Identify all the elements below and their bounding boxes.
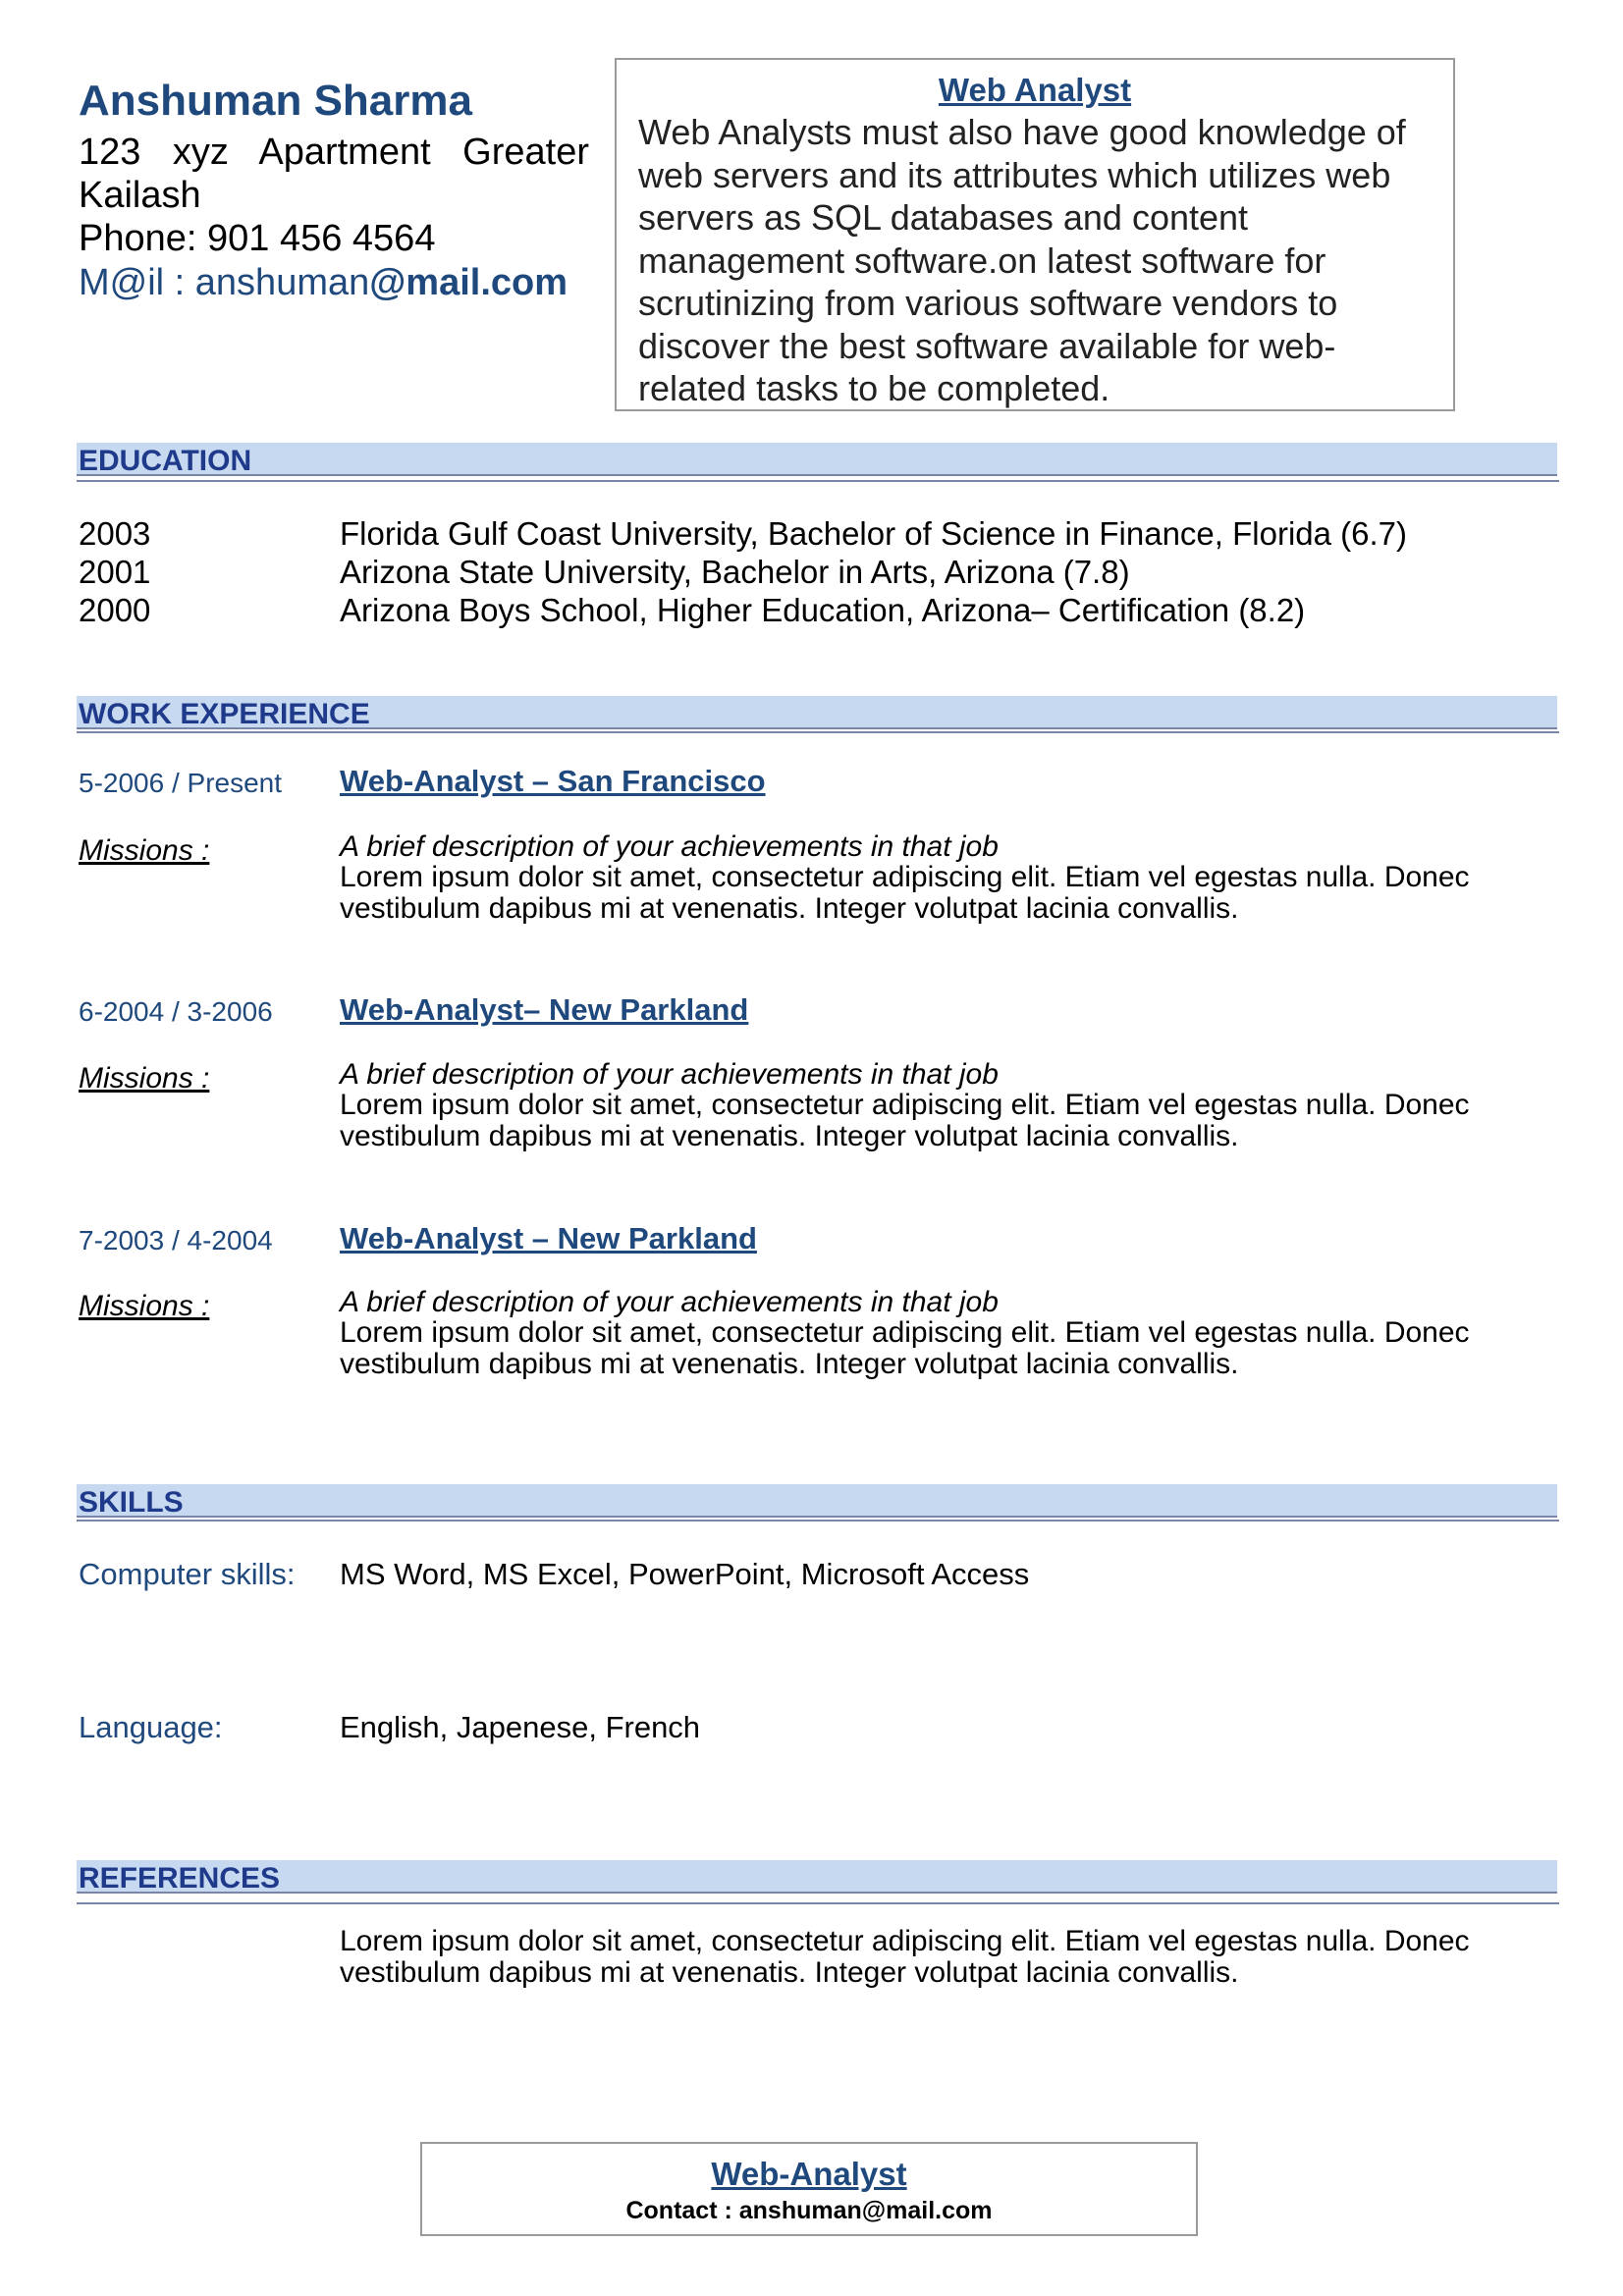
section-divider <box>77 731 1559 733</box>
education-year: 2000 <box>79 592 151 628</box>
candidate-name: Anshuman Sharma <box>79 77 472 125</box>
job-date: 6-2004 / 3-2006 <box>79 996 273 1027</box>
section-divider <box>77 1520 1559 1522</box>
job-title: Web-Analyst – New Parkland <box>340 1221 757 1255</box>
email-prefix: M@il : anshuman <box>79 262 370 303</box>
job-description: Lorem ipsum dolor sit amet, consectetur adipiscing elit. Etiam vel egestas nulla. Donec vestibulum dapibus mi at venenatis. Integer volutpat lacinia convallis. <box>340 861 1470 925</box>
education-year: 2001 <box>79 554 151 590</box>
summary-text: Web Analysts must also have good knowledge of web servers and its attributes which utilizes web servers as SQL databases and content management software.on latest software for scrutinizing from various software vendors to discover the best software available for web-related tasks to be completed. <box>638 112 1406 408</box>
education-desc: Arizona State University, Bachelor in Arts, Arizona (7.8) <box>340 554 1130 590</box>
section-education <box>77 443 1557 476</box>
address-line-1: 123 xyz Apartment Greater <box>79 132 589 173</box>
section-divider <box>77 1902 1559 1904</box>
education-desc: Florida Gulf Coast University, Bachelor of Science in Finance, Florida (6.7) <box>340 515 1408 552</box>
skill-value: English, Japenese, French <box>340 1710 701 1744</box>
section-references <box>77 1860 1557 1894</box>
phone-number: Phone: 901 456 4564 <box>79 218 436 259</box>
email-domain: @mail.com <box>369 262 568 303</box>
section-divider <box>77 480 1559 482</box>
skill-value: MS Word, MS Excel, PowerPoint, Microsoft Access <box>340 1557 1030 1591</box>
section-heading: SKILLS <box>79 1486 184 1519</box>
footer-title: Web-Analyst <box>711 2156 907 2192</box>
section-work-experience <box>77 696 1557 729</box>
job-title: Web-Analyst – San Francisco <box>340 764 766 798</box>
section-skills <box>77 1484 1557 1518</box>
job-date: 7-2003 / 4-2004 <box>79 1225 273 1255</box>
missions-label: Missions : <box>79 1062 210 1095</box>
footer-contact: Contact : anshuman@mail.com <box>625 2197 993 2224</box>
job-description: Lorem ipsum dolor sit amet, consectetur adipiscing elit. Etiam vel egestas nulla. Donec vestibulum dapibus mi at venenatis. Integer volutpat lacinia convallis. <box>340 1316 1470 1380</box>
skill-label: Language: <box>79 1710 223 1744</box>
footer-box <box>420 2142 1198 2236</box>
education-year: 2003 <box>79 515 151 552</box>
job-brief: A brief description of your achievements in that job <box>340 1058 999 1091</box>
job-brief: A brief description of your achievements in that job <box>340 1286 999 1318</box>
missions-label: Missions : <box>79 834 210 867</box>
address-line-2: Kailash <box>79 175 201 216</box>
summary-box <box>615 58 1455 411</box>
section-heading: REFERENCES <box>79 1862 281 1895</box>
job-description: Lorem ipsum dolor sit amet, consectetur adipiscing elit. Etiam vel egestas nulla. Donec vestibulum dapibus mi at venenatis. Integer volutpat lacinia convallis. <box>340 1089 1470 1152</box>
references-text: Lorem ipsum dolor sit amet, consectetur adipiscing elit. Etiam vel egestas nulla. Donec vestibulum dapibus mi at venenatis. Integer volutpat lacinia convallis. <box>340 1925 1470 1989</box>
job-date: 5-2006 / Present <box>79 768 283 798</box>
job-title: Web-Analyst– New Parkland <box>340 992 749 1027</box>
job-brief: A brief description of your achievements in that job <box>340 830 999 863</box>
summary-title: Web Analyst <box>938 72 1132 108</box>
skill-label: Computer skills: <box>79 1557 296 1591</box>
education-desc: Arizona Boys School, Higher Education, Arizona– Certification (8.2) <box>340 592 1306 628</box>
email-line <box>79 262 568 304</box>
section-heading: WORK EXPERIENCE <box>79 698 370 730</box>
section-heading: EDUCATION <box>79 445 252 477</box>
missions-label: Missions : <box>79 1290 210 1322</box>
